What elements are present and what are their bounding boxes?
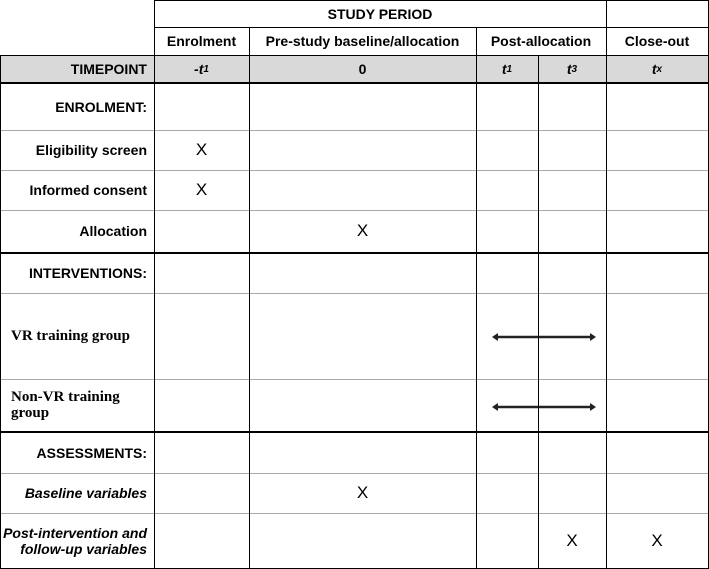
post-vars-mark-tx: X bbox=[651, 530, 663, 550]
study-period-header: STUDY PERIOD bbox=[327, 6, 433, 22]
grid-line bbox=[476, 27, 477, 569]
post-allocation-header: Post-allocation bbox=[490, 33, 592, 49]
timepoint-tx bbox=[606, 55, 708, 83]
baseline-header: Pre-study baseline/allocation bbox=[265, 33, 460, 49]
grid-line bbox=[0, 252, 709, 254]
post-vars-mark-t3: X bbox=[566, 530, 578, 550]
tp-t3-sub: 3 bbox=[571, 63, 578, 75]
allocation-label: Allocation bbox=[79, 223, 147, 239]
consent-mark: X bbox=[195, 180, 208, 199]
close-out-header: Close-out bbox=[624, 33, 690, 49]
grid-line bbox=[0, 170, 709, 171]
timepoint-t3 bbox=[538, 55, 606, 83]
grid-line bbox=[0, 130, 709, 131]
interventions-section-label: INTERVENTIONS: bbox=[29, 265, 147, 281]
tp-tx-sub: x bbox=[656, 63, 663, 75]
eligibility-label: Eligibility screen bbox=[35, 142, 147, 158]
blank-corner-top bbox=[1, 1, 154, 27]
grid-line bbox=[0, 55, 1, 569]
consent-label: Informed consent bbox=[29, 182, 147, 198]
grid-line bbox=[606, 0, 607, 569]
timepoint-t1 bbox=[476, 55, 538, 83]
blank-closeout-top bbox=[606, 1, 708, 27]
tp-t1-text: t bbox=[501, 61, 507, 77]
tp-t3-text: t bbox=[566, 61, 572, 77]
grid-line bbox=[0, 55, 709, 56]
grid-line bbox=[0, 293, 709, 294]
nonvr-group-label: Non-VR training group bbox=[11, 389, 120, 421]
grid-line bbox=[154, 0, 709, 1]
grid-line bbox=[0, 431, 709, 433]
timepoint-enrolment bbox=[154, 55, 249, 83]
tp-enrol-text: -t bbox=[194, 61, 204, 77]
tp-enrol-sub: 1 bbox=[203, 63, 209, 75]
grid-line bbox=[0, 210, 709, 211]
grid-line bbox=[0, 379, 709, 380]
enrolment-section-label: ENROLMENT: bbox=[55, 98, 147, 115]
nonvr-duration-arrow bbox=[492, 401, 596, 413]
assessments-section-label: ASSESSMENTS: bbox=[36, 445, 147, 461]
grid-line bbox=[249, 27, 250, 569]
enrolment-header: Enrolment bbox=[166, 33, 237, 49]
grid-line bbox=[154, 0, 155, 569]
tp-t1-sub: 1 bbox=[506, 63, 513, 75]
allocation-mark: X bbox=[356, 221, 369, 240]
grid-line bbox=[0, 473, 709, 474]
tp-tx-text: t bbox=[651, 61, 657, 77]
vr-group-label: VR training group bbox=[11, 328, 130, 344]
timepoint-baseline: 0 bbox=[358, 61, 367, 77]
timepoint-label: TIMEPOINT bbox=[70, 61, 147, 77]
post-vars-label: Post-intervention and follow-up variables bbox=[3, 524, 147, 557]
grid-line bbox=[0, 82, 709, 84]
vr-duration-arrow bbox=[492, 331, 596, 343]
grid-line bbox=[0, 513, 709, 514]
grid-line bbox=[538, 55, 539, 569]
baseline-vars-mark: X bbox=[356, 483, 369, 502]
grid-line bbox=[154, 27, 709, 28]
baseline-vars-label: Baseline variables bbox=[24, 485, 147, 501]
eligibility-mark: X bbox=[195, 140, 208, 159]
